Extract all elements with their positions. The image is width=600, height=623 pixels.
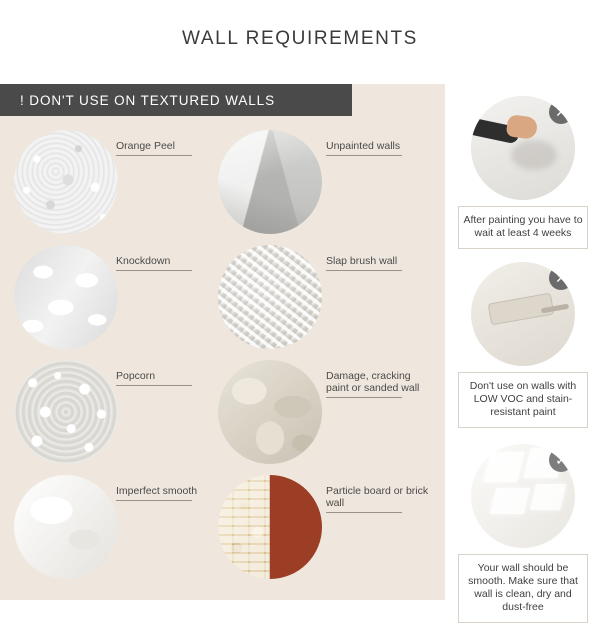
texture-item — [8, 354, 218, 472]
texture-label-text: Imperfect smooth — [116, 485, 198, 497]
label-underline — [116, 155, 192, 156]
label-underline — [326, 397, 402, 398]
cross-icon: ✕ — [549, 266, 573, 290]
texture-label — [326, 140, 430, 156]
texture-label-text: Damage, cracking paint or sanded wall — [326, 370, 420, 394]
texture-label-text: Slap brush wall — [326, 255, 398, 267]
texture-label — [116, 370, 220, 386]
texture-label-text: Orange Peel — [116, 140, 175, 152]
note-card — [458, 262, 588, 428]
label-underline — [326, 155, 402, 156]
orange-peel-texture-swatch — [14, 130, 118, 234]
hand — [506, 114, 539, 140]
smooth-wall-window-light-photo — [471, 444, 575, 548]
texture-label-text: Knockdown — [116, 255, 171, 267]
page-title: WALL REQUIREMENTS — [182, 28, 418, 49]
imperfect-smooth-texture-swatch — [14, 475, 118, 579]
texture-label-text: Unpainted walls — [326, 140, 401, 152]
popcorn-texture-swatch — [14, 360, 118, 464]
note-card — [458, 96, 588, 249]
paint-roller-photo — [471, 262, 575, 366]
texture-label — [116, 140, 220, 156]
texture-grid — [0, 124, 445, 596]
texture-item — [8, 469, 218, 587]
light-pane — [530, 484, 566, 510]
note-caption: Don't use on walls with LOW VOC and stain-resistant paint — [458, 372, 588, 428]
texture-label-text: Popcorn — [116, 370, 156, 382]
warning-banner — [0, 84, 352, 116]
light-pane — [483, 452, 524, 482]
light-pane — [490, 488, 530, 514]
texture-label — [326, 370, 430, 398]
label-underline — [326, 512, 402, 513]
shadow — [511, 140, 557, 170]
note-caption: Your wall should be smooth. Make sure that wall is clean, dry and dust-free — [458, 554, 588, 623]
particle-board-brick-texture-swatch — [218, 475, 322, 579]
cross-icon: ✕ — [549, 100, 573, 124]
texture-label — [116, 485, 220, 501]
slap-brush-texture-swatch — [218, 245, 322, 349]
texture-label-text: Particle board or brick wall — [326, 485, 429, 509]
texture-item — [218, 124, 428, 242]
texture-item — [218, 239, 428, 357]
knockdown-texture-swatch — [14, 245, 118, 349]
note-caption: After painting you have to wait at least 4 weeks — [458, 206, 588, 249]
note-card — [458, 444, 588, 623]
texture-item — [218, 469, 428, 587]
warning-banner-label: ! DON'T USE ON TEXTURED WALLS — [20, 92, 275, 108]
check-icon: ✓ — [549, 448, 573, 472]
label-underline — [326, 270, 402, 271]
label-underline — [116, 385, 192, 386]
hand-touching-wall-photo — [471, 96, 575, 200]
label-underline — [116, 270, 192, 271]
label-underline — [116, 500, 192, 501]
texture-item — [8, 239, 218, 357]
texture-label — [326, 485, 430, 513]
texture-label — [116, 255, 220, 271]
damaged-wall-texture-swatch — [218, 360, 322, 464]
texture-item — [8, 124, 218, 242]
texture-item — [218, 354, 428, 472]
texture-label — [326, 255, 430, 271]
unpainted-wall-texture-swatch — [218, 130, 322, 234]
